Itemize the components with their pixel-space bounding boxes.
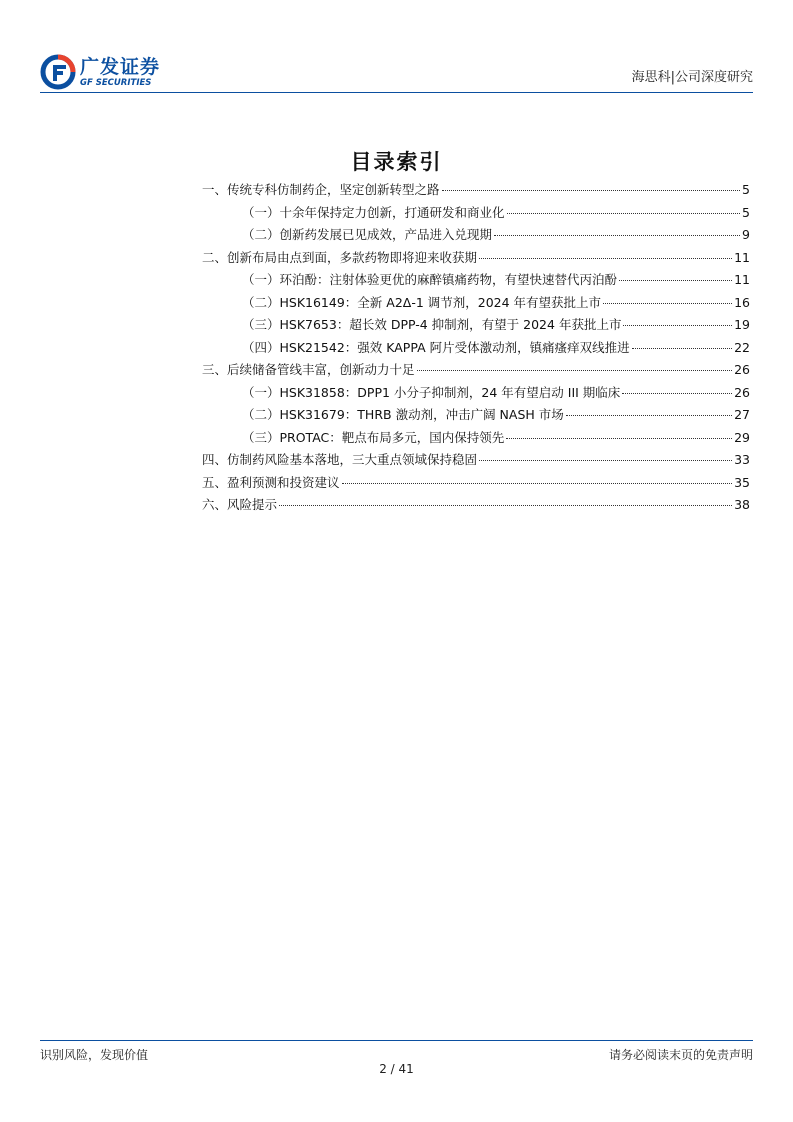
toc-leader-dots xyxy=(603,302,732,304)
toc-leader-dots xyxy=(507,212,741,214)
toc-entry-label: 三、后续储备管线丰富，创新动力十足 xyxy=(202,362,415,377)
toc-entry[interactable] xyxy=(202,383,750,406)
toc-leader-dots xyxy=(622,392,732,394)
header-divider xyxy=(40,92,753,93)
toc-leader-dots xyxy=(566,414,732,416)
toc-entry-page: 9 xyxy=(742,227,750,242)
toc-entry-page: 11 xyxy=(734,272,750,287)
toc-entry[interactable] xyxy=(202,270,750,293)
footer-disclaimer: 请务必阅读末页的免责声明 xyxy=(608,1048,753,1062)
toc-leader-dots xyxy=(632,347,732,349)
toc-leader-dots xyxy=(619,279,732,281)
toc-entry-page: 11 xyxy=(734,249,750,265)
logo-english-text: GF SECURITIES xyxy=(80,78,152,88)
toc-title: 目录索引 xyxy=(350,150,443,174)
footer-slogan: 识别风险，发现价值 xyxy=(40,1048,149,1062)
toc-entry[interactable] xyxy=(202,495,750,518)
toc-entry[interactable] xyxy=(202,428,750,451)
toc-entry[interactable] xyxy=(202,473,750,496)
toc-entry[interactable] xyxy=(202,203,750,226)
toc-entry-page: 22 xyxy=(734,339,750,355)
toc-entry[interactable] xyxy=(202,405,750,428)
toc-entry-page: 29 xyxy=(734,429,750,445)
toc-entry-label: 四、仿制药风险基本落地，三大重点领域保持稳固 xyxy=(202,452,478,467)
toc-entry-page: 27 xyxy=(734,407,750,422)
toc-leader-dots xyxy=(506,437,732,439)
toc-entry-label: （二）创新药发展已见成效，产品进入兑现期 xyxy=(242,227,493,242)
toc-entry-label: （一）环泊酚：注射体验更优的麻醉镇痛药物，有望快速替代丙泊酚 xyxy=(242,272,618,287)
toc-leader-dots xyxy=(279,504,732,506)
footer-divider xyxy=(40,1040,753,1041)
toc-entry-page: 5 xyxy=(742,204,750,220)
toc-leader-dots xyxy=(479,257,732,259)
toc-leader-dots xyxy=(623,324,732,326)
toc-entry[interactable] xyxy=(202,315,750,338)
toc-entry-label: （一）十余年保持定力创新，打通研发和商业化 xyxy=(242,204,505,220)
logo-chinese-text: 广发证券 xyxy=(80,56,161,78)
page-header xyxy=(40,50,753,94)
toc-entry-page: 16 xyxy=(734,294,750,310)
toc-entry[interactable] xyxy=(202,360,750,383)
toc-leader-dots xyxy=(494,234,740,236)
toc-entry-label: 六、风险提示 xyxy=(202,497,278,512)
page-number: 2 / 41 xyxy=(379,1062,414,1076)
toc-entry[interactable] xyxy=(202,338,750,361)
toc-leader-dots xyxy=(479,459,732,461)
toc-entry-label: （四）HSK21542：强效 KAPPA 阿片受体激动剂，镇痛瘙痒双线推进 xyxy=(242,339,630,355)
toc-entry-page: 5 xyxy=(742,182,750,197)
toc-leader-dots xyxy=(442,189,741,191)
toc-entry-page: 19 xyxy=(734,317,750,332)
toc-entry-page: 38 xyxy=(734,497,750,512)
toc-leader-dots xyxy=(342,482,733,484)
toc-entry[interactable] xyxy=(202,293,750,316)
toc-entry-label: （二）HSK16149：全新 A2Δ-1 调节剂，2024 年有望获批上市 xyxy=(242,294,602,310)
toc-leader-dots xyxy=(417,369,733,371)
toc-entry[interactable] xyxy=(202,450,750,473)
toc-entry-page: 35 xyxy=(734,474,750,490)
toc-entry-label: （二）HSK31679：THRB 激动剂，冲击广阔 NASH 市场 xyxy=(242,407,564,422)
table-of-contents xyxy=(202,180,750,518)
gf-securities-logo xyxy=(40,54,160,90)
toc-entry-page: 26 xyxy=(734,362,750,377)
toc-entry-label: （三）HSK7653：超长效 DPP-4 抑制剂，有望于 2024 年获批上市 xyxy=(242,317,622,332)
toc-entry-page: 26 xyxy=(734,384,750,400)
report-title: 海思科|公司深度研究 xyxy=(631,70,753,85)
toc-entry-label: （三）PROTAC：靶点布局多元，国内保持领先 xyxy=(242,429,505,445)
toc-entry-label: （一）HSK31858：DPP1 小分子抑制剂，24 年有望启动 III 期临床 xyxy=(242,384,621,400)
toc-entry[interactable] xyxy=(202,225,750,248)
toc-entry[interactable] xyxy=(202,248,750,271)
toc-entry-label: 一、传统专科仿制药企，坚定创新转型之路 xyxy=(202,182,440,197)
toc-entry[interactable] xyxy=(202,180,750,203)
toc-entry-page: 33 xyxy=(734,452,750,467)
toc-entry-label: 五、盈利预测和投资建议 xyxy=(202,474,340,490)
toc-entry-label: 二、创新布局由点到面，多款药物即将迎来收获期 xyxy=(202,249,478,265)
gf-logo-icon xyxy=(40,54,76,90)
